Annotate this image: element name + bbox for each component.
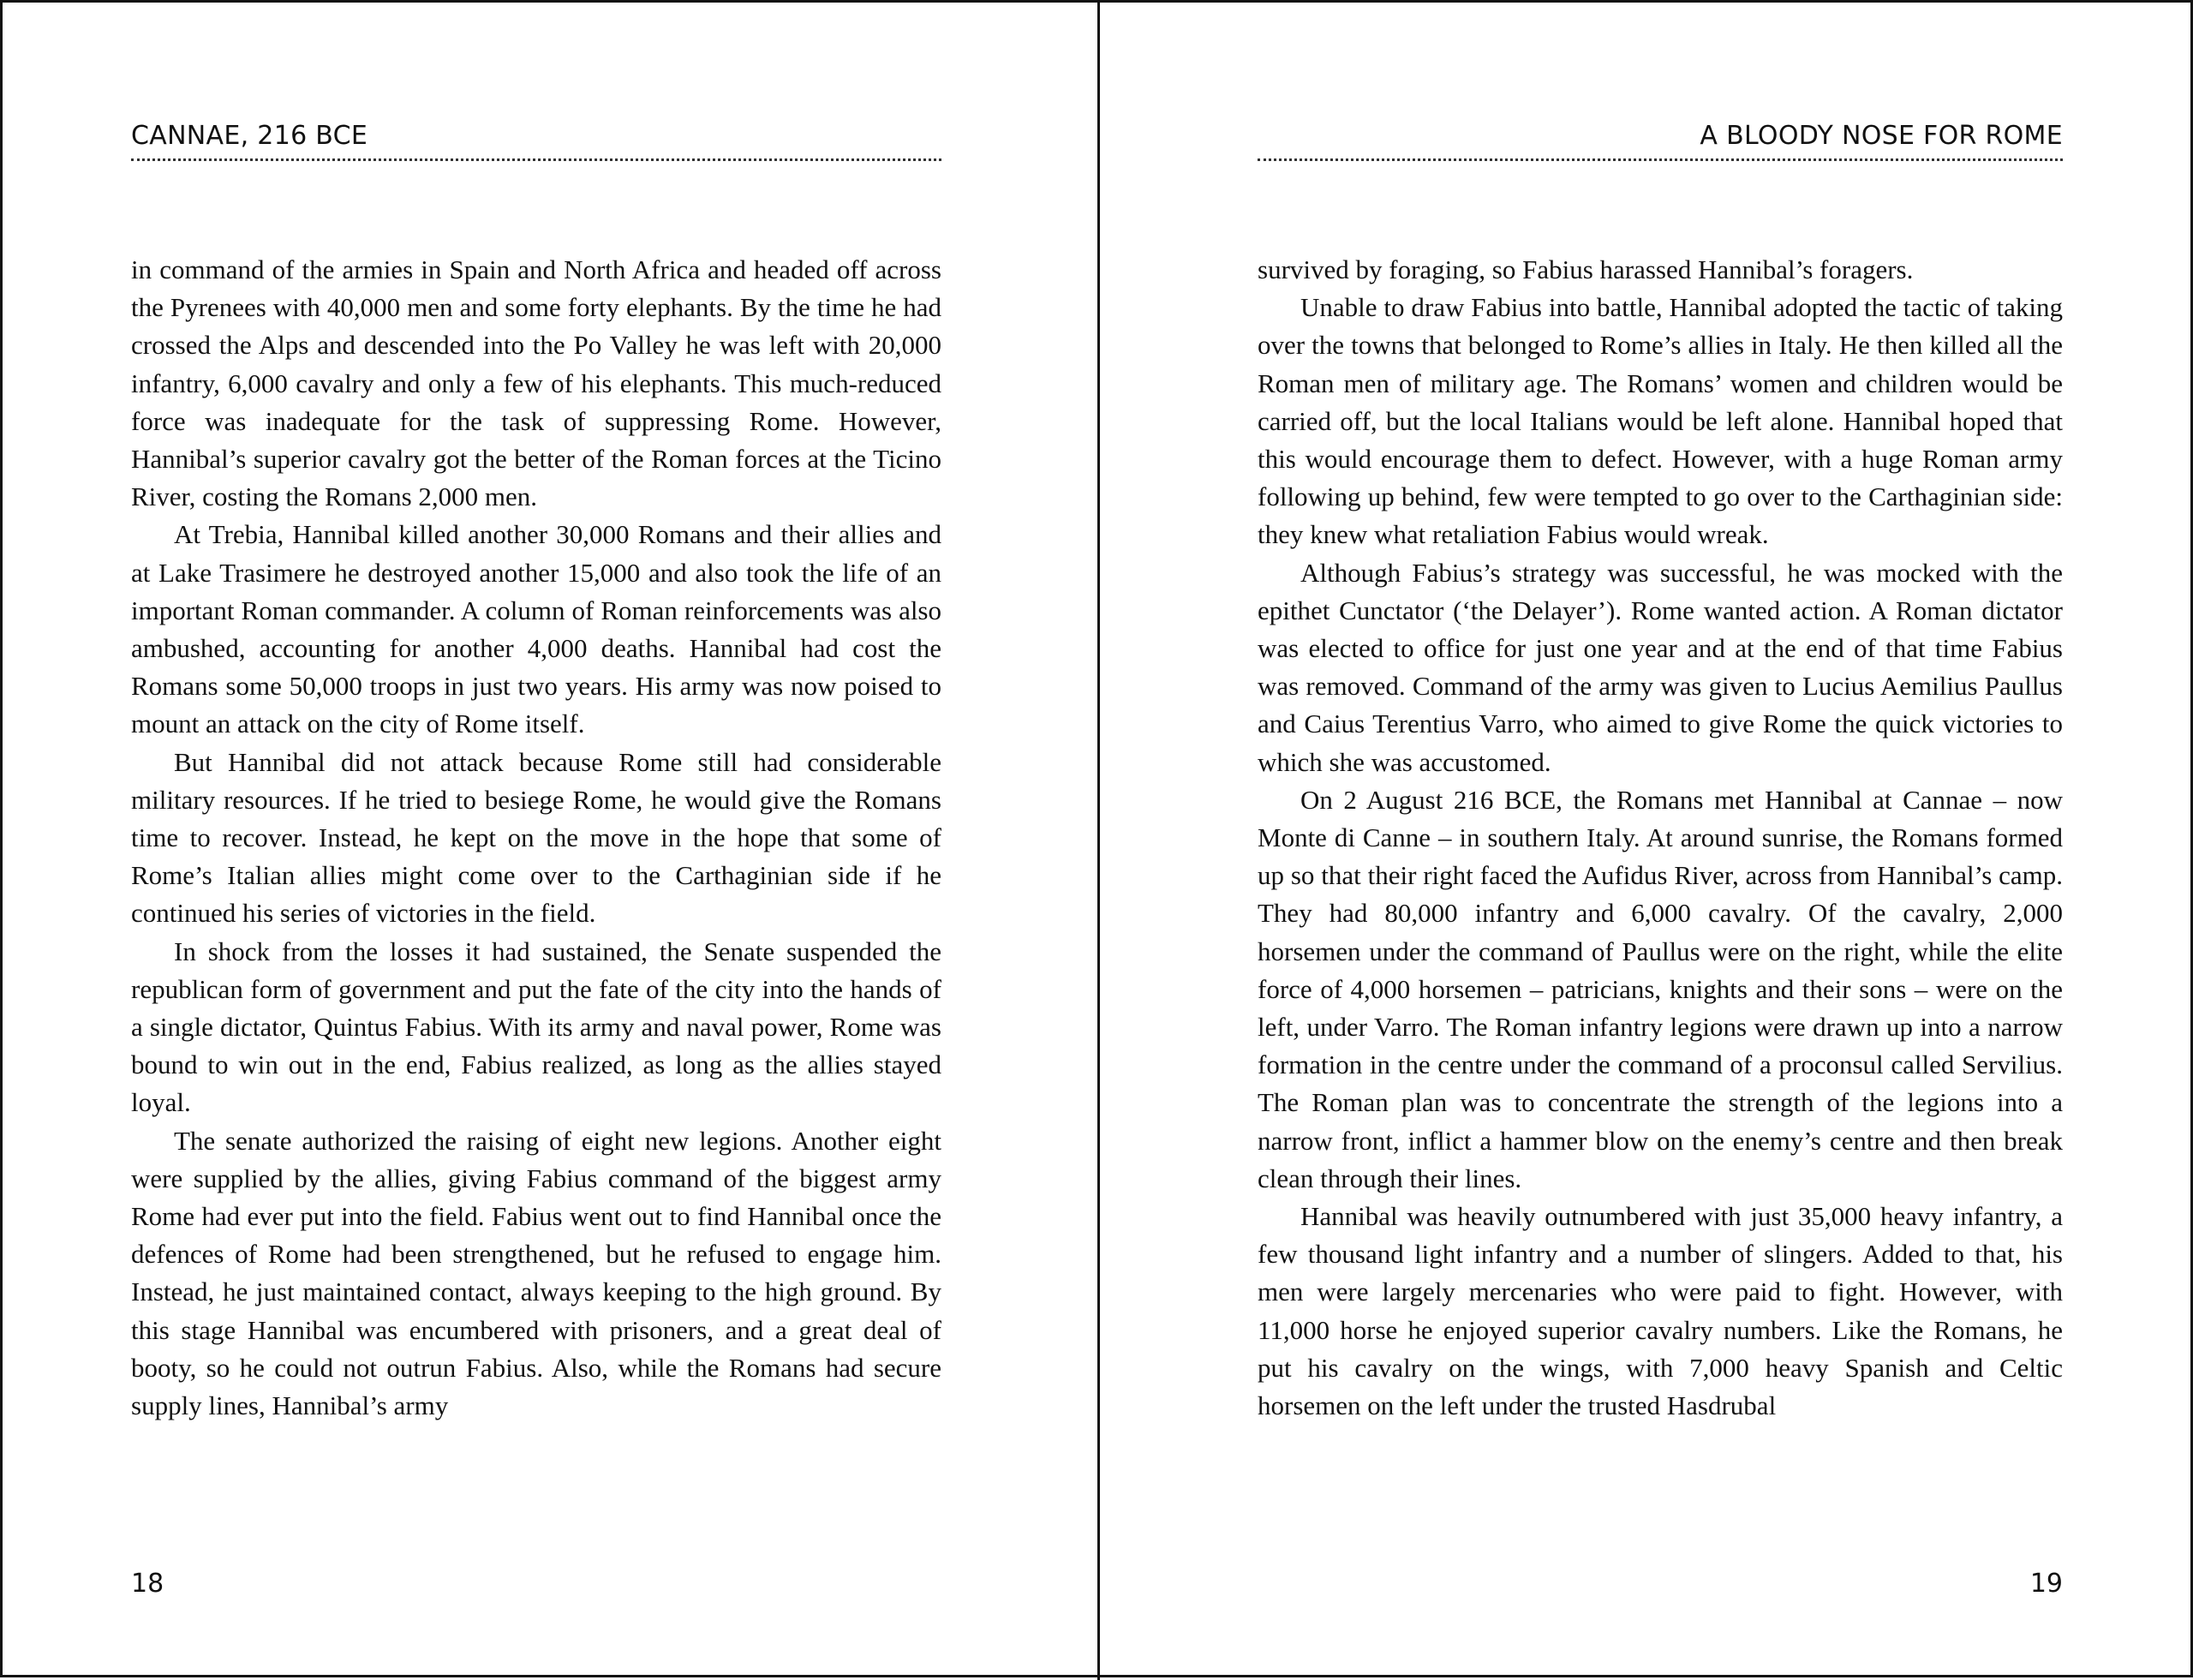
- dotted-rule-left: [131, 158, 941, 161]
- paragraph: The senate authorized the raising of eight new legions. Another eight were supplied by the allies, giving Fabius command of the biggest army Rome had ever put into the field. Fabius went out to find Hannibal once the defences of Rome had been strengthened, but he refused to engage him. Instead, he just maintained contact, always keeping to the high ground. By this stage Hannibal was encumbered with prisoners, and a great deal of booty, so he could not outrun Fabius. Also, while the Romans had secure supply lines, Hannibal’s army: [131, 1125, 941, 1421]
- paragraph: But Hannibal did not attack because Rome still had considerable military resources. If he tried to besiege Rome, he would give the Romans time to recover. Instead, he kept on the move in the hope that some of Rome’s Italian allies might come over to the Carthaginian side if he continued his series of victories in the field.: [131, 746, 941, 929]
- paragraph: Although Fabius’s strategy was successful, he was mocked with the epithet Cunctator (‘the Delayer’). Rome wanted action. A Roman dictator was elected to office for just one year and at the end of that time Fabius was removed. Command of the army was given to Lucius Aemilius Paullus and Caius Terentius Varro, who aimed to give Rome the quick victories to which she was accustomed.: [1258, 557, 2063, 777]
- right-page: [1100, 3, 2193, 1680]
- left-page: [3, 3, 1097, 1680]
- paragraph: On 2 August 216 BCE, the Romans met Hannibal at Cannae – now Monte di Canne – in southern Italy. At around sunrise, the Romans formed up so that their right faced the Aufidus River, across from Hannibal’s camp. They had 80,000 infantry and 6,000 cavalry. Of the cavalry, 2,000 horsemen under the command of Paullus were on the right, while the elite force of 4,000 horsemen – patricians, knights and their sons – were on the left, under Varro. The Roman infantry legions were drawn up into a narrow formation in the centre under the command of a proconsul called Servilius. The Roman plan was to concentrate the strength of the legions into a narrow front, inflict a hammer blow on the enemy’s centre and then break clean through their lines.: [1258, 784, 2063, 1193]
- body-text-left: [131, 251, 941, 1425]
- paragraph: survived by foraging, so Fabius harassed Hannibal’s foragers.: [1258, 254, 1914, 284]
- paragraph: In shock from the losses it had sustained, the Senate suspended the republican form of government and put the fate of the city into the hands of a single dictator, Quintus Fabius. With its army and naval power, Rome was bound to win out in the end, Fabius realized, as long as the allies stayed loyal.: [131, 936, 941, 1118]
- body-text-right: [1258, 251, 2063, 1425]
- paragraph: Hannibal was heavily outnumbered with just 35,000 heavy infantry, a few thousand light infantry and a number of slingers. Added to that, his men were largely mercenaries who were paid to fight. However, with 11,000 horse he enjoyed superior cavalry numbers. Like the Romans, he put his cavalry on the wings, with 7,000 heavy Spanish and Celtic horsemen on the left under the trusted Hasdrubal: [1258, 1201, 2063, 1421]
- paragraph: At Trebia, Hannibal killed another 30,000 Romans and their allies and at Lake Trasimere he destroyed another 15,000 and also took the life of an important Roman commander. A column of Roman reinforcements was also ambushed, accounting for another 4,000 deaths. Hannibal had cost the Romans some 50,000 troops in just two years. His army was now poised to mount an attack on the city of Rome itself.: [131, 519, 941, 739]
- dotted-rule-right: [1258, 158, 2063, 161]
- running-head-left: CANNAE, 216 BCE: [131, 121, 368, 151]
- running-head-right: A BLOODY NOSE FOR ROME: [1700, 121, 2063, 151]
- paragraph: in command of the armies in Spain and North Africa and headed off across the Pyrenees with 40,000 men and some forty elephants. By the time he had crossed the Alps and descended into the Po Valley he was left with 20,000 infantry, 6,000 cavalry and only a few of his elephants. This much-reduced force was inadequate for the task of suppressing Rome. However, Hannibal’s superior cavalry got the better of the Roman forces at the Ticino River, costing the Romans 2,000 men.: [131, 254, 941, 512]
- paragraph: Unable to draw Fabius into battle, Hannibal adopted the tactic of taking over the towns that belonged to Rome’s allies in Italy. He then killed all the Roman men of military age. The Romans’ women and children would be carried off, but the local Italians would be left alone. Hannibal hoped that this would encourage them to defect. However, with a huge Roman army following up behind, few were tempted to go over to the Carthaginian side: they knew what retaliation Fabius would wreak.: [1258, 292, 2063, 550]
- page-number-left: 18: [131, 1569, 164, 1599]
- page-number-right: 19: [2029, 1569, 2063, 1599]
